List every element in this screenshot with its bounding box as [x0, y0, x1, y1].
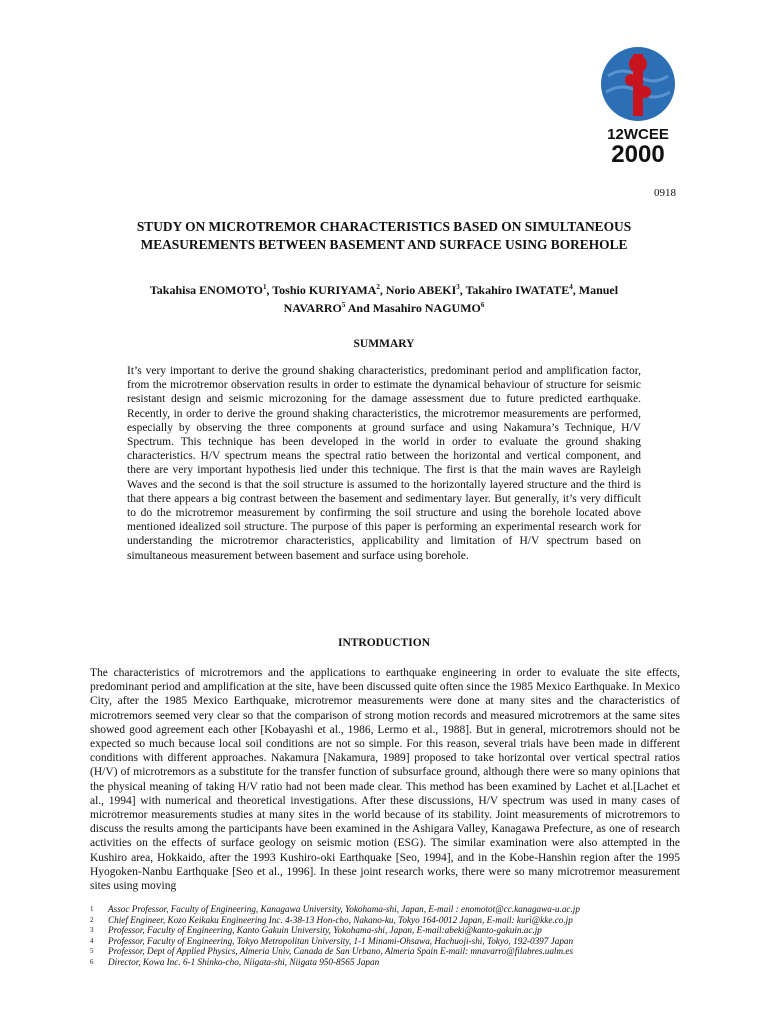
footnote [90, 946, 680, 957]
author-mark: 6 [480, 301, 485, 309]
author-separator: , [459, 283, 466, 297]
title-line-2: MEASUREMENTS BETWEEN BASEMENT AND SURFACE USING BOREHOLE [140, 237, 628, 252]
footnote-text: Director, Kowa Inc. 6-1 Shinko-cho, Niigata-shi, Niigata 950-8565 Japan [108, 956, 380, 967]
footnote-number: 6 [90, 957, 94, 966]
author-list [100, 280, 668, 316]
footnote-text: Professor, Dept of Applied Physics, Almeria Univ, Canada de San Urbano, Almeria Spain E-mail: mnavarro@filabres.ualm.es [108, 946, 574, 957]
author-name: NAVARRO [283, 301, 342, 315]
globe-emblem-icon [598, 46, 678, 166]
introduction-text [90, 666, 680, 893]
footnote-text: Chief Engineer, Kozo Keikaku Engineering Inc. 4-38-13 Hon-cho, Nakano-ku, Tokyo 164-0012 Japan, E-mail: kuri@kke.co.jp [108, 914, 573, 925]
footnote-text: Assoc Professor, Faculty of Engineering, Kanagawa University, Yokohama-shi, Japan, E-mail : enomotot@cc.kanagawa-u.ac.jp [108, 904, 580, 914]
author-separator: , Manuel [572, 283, 619, 297]
footnote [90, 936, 680, 947]
author-separator: , [266, 283, 273, 297]
footnote-number: 3 [90, 926, 94, 935]
footnote [90, 915, 680, 926]
footnote-number: 2 [90, 915, 94, 924]
introduction-heading: INTRODUCTION [337, 637, 430, 649]
footnote [90, 925, 680, 936]
footnote-text: Professor, Faculty of Engineering, Kanto Gakuin University, Yokohama-shi, Japan, E-mail:abeki@kanto-gakuin.ac.jp [108, 925, 542, 936]
author-mark: 1 [262, 283, 267, 291]
author-name: Takahiro IWATATE [465, 283, 570, 297]
author-separator: And [345, 301, 373, 315]
footnote-number: 5 [90, 947, 94, 956]
logo-line2: 2000 [611, 141, 665, 166]
title-line-1: STUDY ON MICROTREMOR CHARACTERISTICS BASED ON SIMULTANEOUS [136, 219, 632, 234]
footnote-text: Professor, Faculty of Engineering, Tokyo Metropolitan University, 1-1 Minami-Ohsawa, Hachuoji-shi, Tokyo, 192-0397 Japan [108, 935, 574, 946]
author-name: Toshio KURIYAMA [272, 283, 377, 297]
paper-number: 0918 [654, 187, 676, 199]
summary-text [127, 364, 641, 563]
footnote [90, 904, 680, 915]
author-mark: 3 [456, 283, 460, 291]
logo-line1: 12WCEE [607, 126, 669, 143]
author-mark: 5 [341, 301, 346, 309]
footnote-number: 4 [90, 936, 94, 945]
author-name: Masahiro NAGUMO [372, 301, 481, 315]
conference-logo [598, 46, 678, 166]
introduction-paragraph: The characteristics of microtremors and the applications to earthquake engineering in order to evaluate the site effects, predominant period and amplification at the site, have been discussed quite often since the 1985 Mexico Earthquake. In Mexico City, after the 1985 Mexico Earthquake, microtremor measurements were done at many sites and the characteristics of microtremors seemed very clear so that the comparison of strong motion records and measured microtremors at the same sites showed good agreement each other [Kobayashi et al., 1986, Lermo et al., 1988]. But in general, microtremors should not be expected so much because local soil conditions are not so simple. For this reason, several trials have been made in different conditions with different approaches. Nakamura [Nakamura, 1989] proposed to take horizontal over vertical spectral ratios (H/V) of microtremors as a substitute for the transfer function of subsurface ground, although there were so many opinions that the physical meaning of taking H/V ratio had not been made clear. This method has been examined by Lachet et al.[Lachet et al., 1994] with numerical and theoretical investigations. After these discussions, H/V spectrum was used in many cases of microtremor measurements studies at many sites in the world because of its stability. Joint measurements of microtremors to discuss the results among the participants have been examined in the Ashigara Valley, Kanagawa Prefecture, as one of research activities on the effects of surface geology on seismic motion (ESG). The similar examination were also attempted in the Kushiro area, Hokkaido, after the 1993 Kushiro-oki Earthquake [Seo, 1994], and in the Kobe-Hanshin region after the 1995 Hyogoken-Nanbu Earthquake [Seo et al., 1996]. In these joint research works, there were so many microtremor measurement sites using moving [90, 667, 680, 893]
footnote-number: 1 [90, 905, 94, 913]
footnote [90, 957, 680, 968]
summary-heading: SUMMARY [353, 338, 415, 350]
author-separator: , [379, 283, 386, 297]
summary-paragraph: It’s very important to derive the ground shaking characteristics, predominant period and amplification factor, from the microtremor observation results in order to estimate the dynamical behaviour of structure for seismic resistant design and seismic microzoning for the damage assessment due to future predicted earthquake. Recently, in order to derive the ground shaking characteristics, the microtremor measurements are performed, especially by observing the three components at ground surface and using Nakamura’s Technique, H/V Spectrum. This technique has been developed in the world in order to evaluate the ground shaking characteristics. H/V spectrum means the spectral ratio between the horizontal and vertical component, and there are very important hypothesis lied under this technique. The first is that the main waves are Rayleigh Waves and the second is that the soil structure is assumed to the horizontally layered structure and the third is that there appears a big contrast between the basement and sedimentary layer. But generally, it’s very difficult to do the microtremor measurement by confirming the soil structure and using the borehole located above mentioned idealized soil structure. The purpose of this paper is performing an experimental research work for understanding the microtremor characteristics, applicability and limitation of H/V spectrum based on simultaneous measurement between basement and surface using borehole. [127, 365, 641, 562]
paper-title [80, 218, 688, 254]
author-name: Norio ABEKI [385, 283, 457, 297]
author-name: Takahisa ENOMOTO [149, 283, 263, 297]
author-mark: 2 [376, 283, 380, 291]
author-mark: 4 [569, 283, 573, 291]
footnotes [90, 904, 680, 968]
